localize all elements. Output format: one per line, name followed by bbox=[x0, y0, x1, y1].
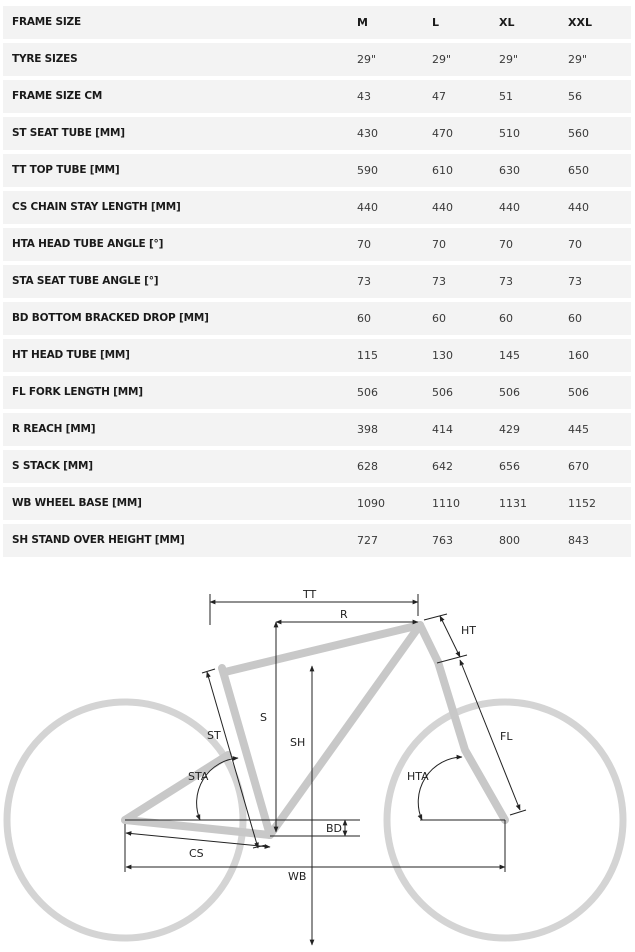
row-value: 51 bbox=[499, 90, 513, 103]
row-label: BD BOTTOM BRACKED DROP [MM] bbox=[12, 312, 209, 324]
table-row bbox=[3, 339, 631, 372]
row-label: FL FORK LENGTH [MM] bbox=[12, 386, 143, 398]
label-ht: HT bbox=[461, 624, 476, 637]
row-value: 628 bbox=[357, 460, 378, 473]
row-label: STA SEAT TUBE ANGLE [°] bbox=[12, 275, 159, 287]
row-label: FRAME SIZE CM bbox=[12, 90, 103, 102]
header-label: FRAME SIZE bbox=[12, 16, 81, 28]
row-value: 440 bbox=[357, 201, 378, 214]
row-value: 29" bbox=[357, 53, 377, 66]
row-value: 510 bbox=[499, 127, 520, 140]
header-size: M bbox=[357, 16, 368, 29]
row-value: 560 bbox=[568, 127, 589, 140]
row-value: 1090 bbox=[357, 497, 385, 510]
row-value: 115 bbox=[357, 349, 378, 362]
row-value: 73 bbox=[499, 275, 513, 288]
table-row bbox=[3, 117, 631, 150]
label-s: S bbox=[260, 711, 267, 724]
table-row bbox=[3, 265, 631, 298]
table-row bbox=[3, 228, 631, 261]
row-value: 610 bbox=[432, 164, 453, 177]
row-label: HT HEAD TUBE [MM] bbox=[12, 349, 130, 361]
label-r: R bbox=[340, 608, 348, 621]
label-bd: BD bbox=[326, 822, 343, 835]
table-row bbox=[3, 302, 631, 335]
row-label: TT TOP TUBE [MM] bbox=[12, 164, 120, 176]
row-label: ST SEAT TUBE [MM] bbox=[12, 127, 125, 139]
row-value: 60 bbox=[432, 312, 446, 325]
table-row bbox=[3, 524, 631, 557]
row-value: 429 bbox=[499, 423, 520, 436]
row-value: 145 bbox=[499, 349, 520, 362]
row-value: 440 bbox=[432, 201, 453, 214]
row-value: 630 bbox=[499, 164, 520, 177]
label-st: ST bbox=[207, 729, 221, 742]
row-label: TYRE SIZES bbox=[12, 53, 78, 65]
table-row bbox=[3, 43, 631, 76]
row-value: 73 bbox=[432, 275, 446, 288]
row-value: 670 bbox=[568, 460, 589, 473]
row-value: 398 bbox=[357, 423, 378, 436]
row-value: 430 bbox=[357, 127, 378, 140]
row-value: 656 bbox=[499, 460, 520, 473]
table-row bbox=[3, 80, 631, 113]
label-sta: STA bbox=[188, 770, 209, 783]
row-label: WB WHEEL BASE [MM] bbox=[12, 497, 142, 509]
row-value: 642 bbox=[432, 460, 453, 473]
row-value: 73 bbox=[568, 275, 582, 288]
table-body bbox=[3, 43, 631, 557]
row-value: 763 bbox=[432, 534, 453, 547]
row-label: R REACH [MM] bbox=[12, 423, 96, 435]
row-value: 414 bbox=[432, 423, 453, 436]
row-value: 70 bbox=[432, 238, 446, 251]
row-label: HTA HEAD TUBE ANGLE [°] bbox=[12, 238, 164, 250]
row-value: 47 bbox=[432, 90, 446, 103]
row-value: 506 bbox=[499, 386, 520, 399]
table-row bbox=[3, 376, 631, 409]
row-value: 73 bbox=[357, 275, 371, 288]
row-value: 506 bbox=[432, 386, 453, 399]
header-size: L bbox=[432, 16, 440, 29]
row-value: 130 bbox=[432, 349, 453, 362]
label-sh: SH bbox=[290, 736, 306, 749]
label-wb: WB bbox=[288, 870, 307, 883]
row-value: 60 bbox=[499, 312, 513, 325]
geometry-table bbox=[3, 6, 631, 561]
row-value: 70 bbox=[357, 238, 371, 251]
row-value: 60 bbox=[568, 312, 582, 325]
row-value: 1152 bbox=[568, 497, 596, 510]
row-value: 506 bbox=[357, 386, 378, 399]
row-value: 440 bbox=[568, 201, 589, 214]
row-label: SH STAND OVER HEIGHT [MM] bbox=[12, 534, 185, 546]
row-value: 727 bbox=[357, 534, 378, 547]
bike-geometry-diagram bbox=[0, 580, 635, 952]
table-row bbox=[3, 191, 631, 224]
row-value: 70 bbox=[499, 238, 513, 251]
row-label: CS CHAIN STAY LENGTH [MM] bbox=[12, 201, 181, 213]
row-value: 650 bbox=[568, 164, 589, 177]
row-value: 29" bbox=[499, 53, 519, 66]
header-size: XL bbox=[499, 16, 515, 29]
row-value: 800 bbox=[499, 534, 520, 547]
row-value: 29" bbox=[432, 53, 452, 66]
row-value: 29" bbox=[568, 53, 588, 66]
label-fl: FL bbox=[500, 730, 513, 743]
row-value: 60 bbox=[357, 312, 371, 325]
table-row bbox=[3, 487, 631, 520]
label-cs: CS bbox=[189, 847, 204, 860]
row-value: 56 bbox=[568, 90, 582, 103]
table-header-row bbox=[3, 6, 631, 39]
row-label: S STACK [MM] bbox=[12, 460, 93, 472]
label-hta: HTA bbox=[407, 770, 429, 783]
row-value: 843 bbox=[568, 534, 589, 547]
table-row bbox=[3, 450, 631, 483]
row-value: 590 bbox=[357, 164, 378, 177]
row-value: 440 bbox=[499, 201, 520, 214]
bike-frame bbox=[125, 625, 505, 835]
row-value: 506 bbox=[568, 386, 589, 399]
header-size: XXL bbox=[568, 16, 592, 29]
row-value: 1131 bbox=[499, 497, 527, 510]
row-value: 160 bbox=[568, 349, 589, 362]
row-value: 1110 bbox=[432, 497, 460, 510]
row-value: 70 bbox=[568, 238, 582, 251]
table-row bbox=[3, 413, 631, 446]
table-row bbox=[3, 154, 631, 187]
row-value: 470 bbox=[432, 127, 453, 140]
row-value: 445 bbox=[568, 423, 589, 436]
label-tt: TT bbox=[303, 588, 317, 601]
row-value: 43 bbox=[357, 90, 371, 103]
